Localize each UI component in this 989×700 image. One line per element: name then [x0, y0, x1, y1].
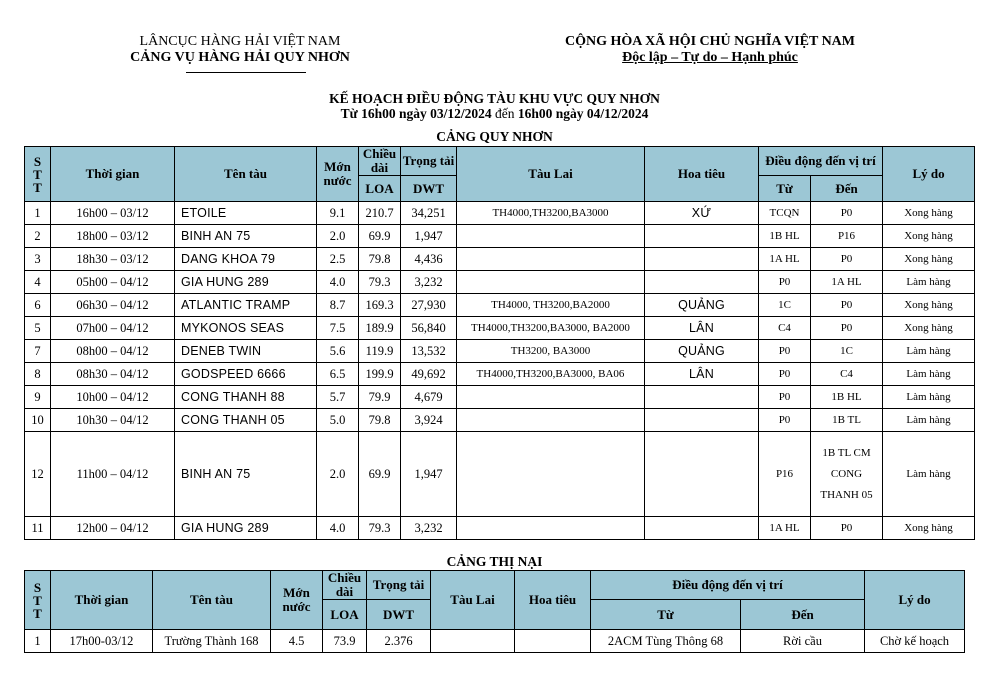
cell-to: P16: [811, 225, 883, 248]
port2-schedule-table: [24, 570, 965, 653]
cell-time: 05h00 – 04/12: [51, 271, 175, 294]
cell-to: P0: [811, 317, 883, 340]
cell-reason: Làm hàng: [883, 271, 975, 294]
cell-reason: Xong hàng: [883, 317, 975, 340]
cell-pilot: LÂN: [645, 363, 759, 386]
col-dwt: DWT: [367, 600, 431, 630]
cell-time: 11h00 – 04/12: [51, 432, 175, 517]
cell-ship: BINH AN 75: [175, 432, 317, 517]
col-loa: LOA: [323, 600, 367, 630]
table-row: [25, 409, 975, 432]
cell-stt: 3: [25, 248, 51, 271]
cell-draft: 5.7: [317, 386, 359, 409]
cell-pilot: LÂN: [645, 317, 759, 340]
table-row: [25, 517, 975, 540]
cell-draft: 4.0: [317, 271, 359, 294]
agency-name: CẢNG VỤ HÀNG HẢI QUY NHƠN: [130, 50, 350, 65]
cell-stt: 7: [25, 340, 51, 363]
col-length: Chiều dài: [323, 571, 367, 600]
cell-tug: [457, 248, 645, 271]
cell-draft: 2.0: [317, 432, 359, 517]
cell-pilot: QUẢNG: [645, 340, 759, 363]
cell-pilot: [515, 630, 591, 653]
col-reason: Lý do: [883, 147, 975, 202]
cell-pilot: [645, 409, 759, 432]
cell-ship: ETOILE: [175, 202, 317, 225]
cell-reason: Làm hàng: [883, 340, 975, 363]
cell-stt: 10: [25, 409, 51, 432]
cell-reason: Làm hàng: [883, 432, 975, 517]
cell-dwt: 13,532: [401, 340, 457, 363]
cell-dwt: 4,436: [401, 248, 457, 271]
col-dwt: DWT: [401, 176, 457, 202]
cell-dwt: 1,947: [401, 432, 457, 517]
cell-reason: Chờ kế hoạch: [865, 630, 965, 653]
cell-loa: 199.9: [359, 363, 401, 386]
cell-ship: BINH AN 75: [175, 225, 317, 248]
cell-to: P0: [811, 517, 883, 540]
col-loa: LOA: [359, 176, 401, 202]
cell-loa: 69.9: [359, 225, 401, 248]
col-tonnage: Trọng tải: [367, 571, 431, 600]
cell-pilot: [645, 517, 759, 540]
cell-draft: 5.0: [317, 409, 359, 432]
cell-from: C4: [759, 317, 811, 340]
cell-reason: Xong hàng: [883, 202, 975, 225]
cell-pilot: [645, 271, 759, 294]
date-to: 16h00 ngày 04/12/2024: [517, 106, 649, 121]
col-length: Chiều dài: [359, 147, 401, 176]
cell-loa: 79.3: [359, 517, 401, 540]
cell-time: 17h00-03/12: [51, 630, 153, 653]
cell-time: 18h30 – 03/12: [51, 248, 175, 271]
cell-dwt: 3,924: [401, 409, 457, 432]
cell-from: P0: [759, 363, 811, 386]
cell-draft: 9.1: [317, 202, 359, 225]
col-tug: Tàu Lai: [431, 571, 515, 630]
table-row: [25, 202, 975, 225]
col-move: Điều động đến vị trí: [759, 147, 883, 176]
cell-time: 10h30 – 04/12: [51, 409, 175, 432]
col-time: Thời gian: [51, 147, 175, 202]
page-title: KẾ HOẠCH ĐIỀU ĐỘNG TÀU KHU VỰC QUY NHƠN: [329, 91, 660, 106]
col-stt: S T T: [25, 571, 51, 630]
cell-reason: Xong hàng: [883, 248, 975, 271]
col-tonnage: Trọng tải: [401, 147, 457, 176]
cell-pilot: [645, 432, 759, 517]
cell-time: 16h00 – 03/12: [51, 202, 175, 225]
cell-draft: 2.0: [317, 225, 359, 248]
col-time: Thời gian: [51, 571, 153, 630]
cell-to: 1B TL CM CONG THANH 05: [811, 432, 883, 517]
cell-draft: 6.5: [317, 363, 359, 386]
cell-from: P16: [759, 432, 811, 517]
cell-draft: 2.5: [317, 248, 359, 271]
col-reason: Lý do: [865, 571, 965, 630]
col-ship: Tên tàu: [175, 147, 317, 202]
cell-tug: [457, 271, 645, 294]
cell-loa: 79.8: [359, 409, 401, 432]
cell-tug: [457, 386, 645, 409]
date-connector: đến: [491, 106, 518, 121]
col-pilot: Hoa tiêu: [645, 147, 759, 202]
cell-to: 1B TL: [811, 409, 883, 432]
header-divider: [186, 72, 306, 73]
cell-loa: 69.9: [359, 432, 401, 517]
cell-stt: 12: [25, 432, 51, 517]
table-row: [25, 340, 975, 363]
cell-stt: 1: [25, 630, 51, 653]
date-range: [0, 106, 989, 121]
cell-draft: 7.5: [317, 317, 359, 340]
cell-from: 2ACM Tùng Thông 68: [591, 630, 741, 653]
cell-dwt: 34,251: [401, 202, 457, 225]
cell-to: 1C: [811, 340, 883, 363]
port1-schedule-table: [24, 146, 975, 540]
table-row: [25, 386, 975, 409]
cell-dwt: 56,840: [401, 317, 457, 340]
col-pilot: Hoa tiêu: [515, 571, 591, 630]
cell-time: 08h00 – 04/12: [51, 340, 175, 363]
cell-draft: 5.6: [317, 340, 359, 363]
port2-title: CẢNG THỊ NẠI: [446, 554, 543, 569]
cell-reason: Làm hàng: [883, 386, 975, 409]
cell-tug: [457, 225, 645, 248]
cell-stt: 9: [25, 386, 51, 409]
cell-reason: Làm hàng: [883, 363, 975, 386]
table-row: [25, 363, 975, 386]
cell-pilot: XỨ: [645, 202, 759, 225]
cell-tug: TH3200, BA3000: [457, 340, 645, 363]
cell-reason: Xong hàng: [883, 517, 975, 540]
cell-draft: 4.0: [317, 517, 359, 540]
col-move: Điều động đến vị trí: [591, 571, 865, 600]
national-header: [530, 34, 890, 66]
cell-to: Rời cầu: [741, 630, 865, 653]
cell-dwt: 2.376: [367, 630, 431, 653]
cell-stt: 8: [25, 363, 51, 386]
table-row: [25, 248, 975, 271]
cell-from: P0: [759, 386, 811, 409]
cell-ship: ATLANTIC TRAMP: [175, 294, 317, 317]
cell-draft: 4.5: [271, 630, 323, 653]
cell-to: 1A HL: [811, 271, 883, 294]
cell-stt: 11: [25, 517, 51, 540]
cell-ship: DENEB TWIN: [175, 340, 317, 363]
col-from: Từ: [759, 176, 811, 202]
cell-reason: Làm hàng: [883, 409, 975, 432]
cell-reason: Xong hàng: [883, 294, 975, 317]
cell-stt: 1: [25, 202, 51, 225]
cell-pilot: QUẢNG: [645, 294, 759, 317]
date-from: Từ 16h00 ngày 03/12/2024: [340, 106, 492, 121]
cell-from: 1A HL: [759, 248, 811, 271]
cell-time: 06h30 – 04/12: [51, 294, 175, 317]
national-motto: Độc lập – Tự do – Hạnh phúc: [622, 50, 798, 65]
cell-pilot: [645, 386, 759, 409]
table-row: [25, 317, 975, 340]
cell-ship: Trường Thành 168: [153, 630, 271, 653]
cell-from: 1C: [759, 294, 811, 317]
cell-ship: DANG KHOA 79: [175, 248, 317, 271]
cell-tug: [457, 432, 645, 517]
cell-tug: TH4000,TH3200,BA3000, BA06: [457, 363, 645, 386]
cell-stt: 6: [25, 294, 51, 317]
cell-loa: 210.7: [359, 202, 401, 225]
col-draft: Mớn nước: [271, 571, 323, 630]
cell-to: 1B HL: [811, 386, 883, 409]
cell-loa: 119.9: [359, 340, 401, 363]
cell-to: P0: [811, 202, 883, 225]
cell-ship: CONG THANH 88: [175, 386, 317, 409]
table-row: [25, 294, 975, 317]
cell-stt: 5: [25, 317, 51, 340]
cell-time: 08h30 – 04/12: [51, 363, 175, 386]
cell-stt: 2: [25, 225, 51, 248]
parent-agency: LÂNCỤC HÀNG HẢI VIỆT NAM: [139, 34, 341, 49]
col-draft: Mớn nước: [317, 147, 359, 202]
cell-from: 1A HL: [759, 517, 811, 540]
cell-pilot: [645, 248, 759, 271]
cell-loa: 79.9: [359, 386, 401, 409]
cell-tug: [457, 517, 645, 540]
cell-from: P0: [759, 271, 811, 294]
cell-ship: GIA HUNG 289: [175, 517, 317, 540]
cell-reason: Xong hàng: [883, 225, 975, 248]
col-to: Đến: [741, 600, 865, 630]
cell-dwt: 3,232: [401, 271, 457, 294]
cell-dwt: 3,232: [401, 517, 457, 540]
cell-draft: 8.7: [317, 294, 359, 317]
agency-header: [90, 34, 390, 66]
cell-ship: MYKONOS SEAS: [175, 317, 317, 340]
cell-from: TCQN: [759, 202, 811, 225]
col-stt: S T T: [25, 147, 51, 202]
cell-ship: GIA HUNG 289: [175, 271, 317, 294]
table-row: [25, 225, 975, 248]
table-row: [25, 432, 975, 517]
cell-dwt: 49,692: [401, 363, 457, 386]
port1-title: CẢNG QUY NHƠN: [436, 129, 553, 144]
col-to: Đến: [811, 176, 883, 202]
cell-to: P0: [811, 248, 883, 271]
cell-tug: [457, 409, 645, 432]
cell-dwt: 1,947: [401, 225, 457, 248]
cell-tug: TH4000,TH3200,BA3000, BA2000: [457, 317, 645, 340]
cell-loa: 169.3: [359, 294, 401, 317]
cell-ship: GODSPEED 6666: [175, 363, 317, 386]
cell-loa: 79.3: [359, 271, 401, 294]
table-row: [25, 271, 975, 294]
cell-loa: 73.9: [323, 630, 367, 653]
cell-from: P0: [759, 340, 811, 363]
col-from: Từ: [591, 600, 741, 630]
col-tug: Tàu Lai: [457, 147, 645, 202]
cell-dwt: 27,930: [401, 294, 457, 317]
cell-to: P0: [811, 294, 883, 317]
cell-time: 12h00 – 04/12: [51, 517, 175, 540]
cell-time: 07h00 – 04/12: [51, 317, 175, 340]
cell-tug: TH4000, TH3200,BA2000: [457, 294, 645, 317]
cell-ship: CONG THANH 05: [175, 409, 317, 432]
cell-from: 1B HL: [759, 225, 811, 248]
cell-time: 10h00 – 04/12: [51, 386, 175, 409]
cell-loa: 79.8: [359, 248, 401, 271]
country-name: CỘNG HÒA XÃ HỘI CHỦ NGHĨA VIỆT NAM: [564, 34, 855, 49]
cell-tug: [431, 630, 515, 653]
cell-time: 18h00 – 03/12: [51, 225, 175, 248]
table-row: [25, 630, 965, 653]
cell-to: C4: [811, 363, 883, 386]
cell-pilot: [645, 225, 759, 248]
cell-dwt: 4,679: [401, 386, 457, 409]
cell-loa: 189.9: [359, 317, 401, 340]
cell-tug: TH4000,TH3200,BA3000: [457, 202, 645, 225]
cell-from: P0: [759, 409, 811, 432]
cell-stt: 4: [25, 271, 51, 294]
col-ship: Tên tàu: [153, 571, 271, 630]
